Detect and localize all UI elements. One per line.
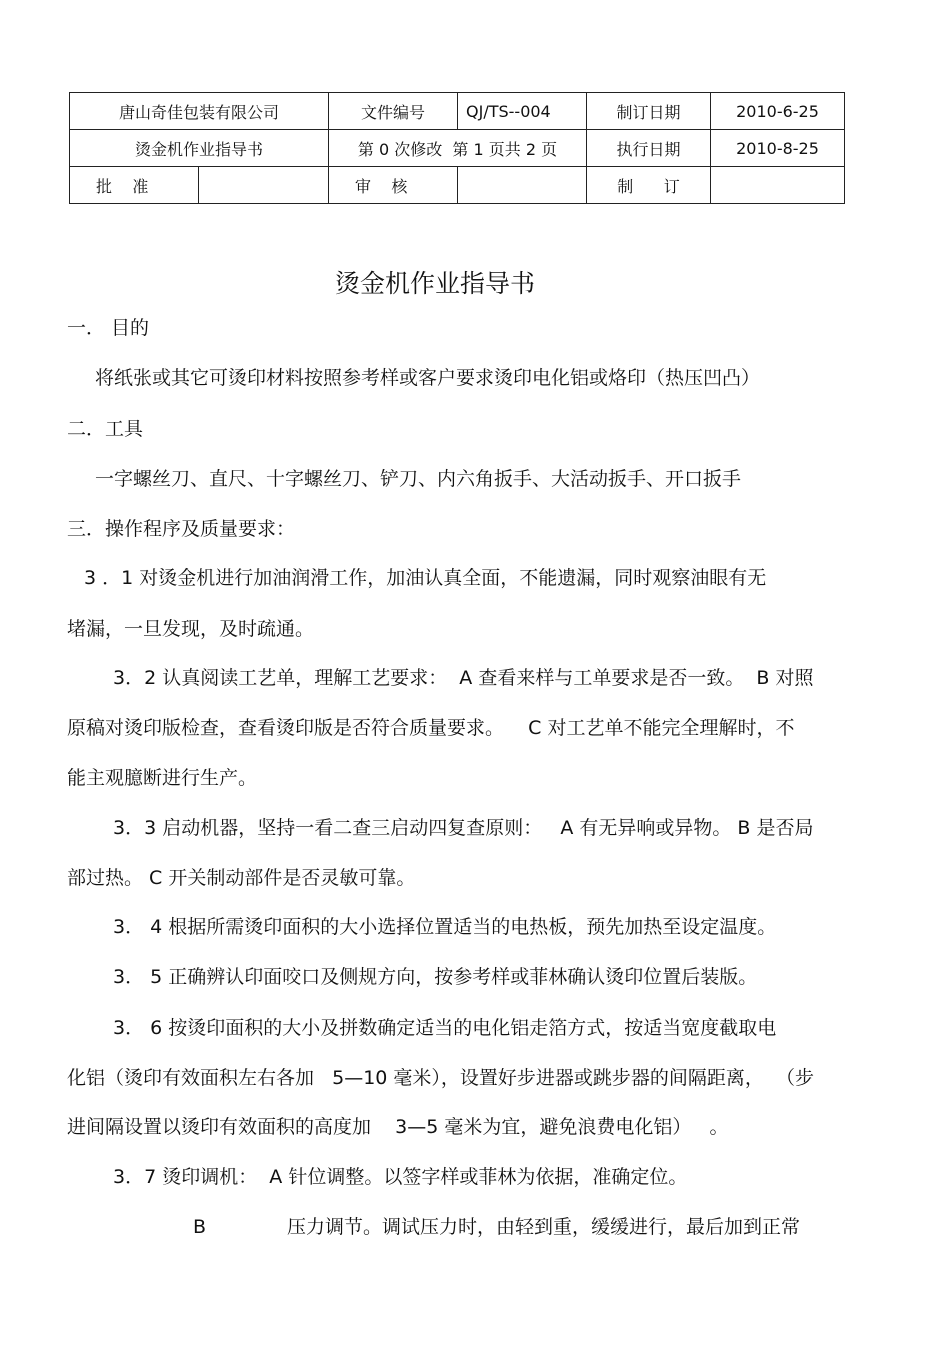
para-3-2-line-1: 3．2 认真阅读工艺单，理解工艺要求： A 查看来样与工单要求是否一致。 B 对照 xyxy=(113,667,814,689)
section-2-text: 一字螺丝刀、直尺、十字螺丝刀、铲刀、内六角扳手、大活动扳手、开口扳手 xyxy=(95,468,742,490)
draft-value xyxy=(711,167,845,204)
para-3-5: 3． 5 正确辨认印面咬口及侧规方向，按参考样或菲林确认烫印位置后装版。 xyxy=(113,966,758,988)
para-3-3-line-2: 部过热。 C 开关制动部件是否灵敏可靠。 xyxy=(67,867,416,889)
para-3-1-line-1: 3 ．1 对烫金机进行加油润滑工作，加油认真全面，不能遗漏，同时观察油眼有无 xyxy=(84,567,767,589)
para-3-2-line-2: 原稿对烫印版检查，查看烫印版是否符合质量要求。 C 对工艺单不能完全理解时，不 xyxy=(67,717,795,739)
para-3-7-line-1: 3．7 烫印调机： A 针位调整。以签字样或菲林为依据，准确定位。 xyxy=(113,1166,688,1188)
effective-date-label: 执行日期 xyxy=(587,130,711,167)
section-2-heading: 二．工具 xyxy=(67,418,144,440)
draft-label: 制 订 xyxy=(587,167,711,204)
approve-value xyxy=(199,167,329,204)
document-title: 烫金机作业指导书 xyxy=(334,269,535,298)
para-3-6-line-2: 化铝（烫印有效面积左右各加 5—10 毫米），设置好步进器或跳步器的间隔距离， （步 xyxy=(67,1067,815,1089)
file-no: QJ/TS--004 xyxy=(458,93,587,130)
review-value xyxy=(458,167,587,204)
section-1-heading: 一． 目的 xyxy=(67,317,150,339)
company-name: 唐山奇佳包装有限公司 xyxy=(70,93,329,130)
created-date: 2010-6-25 xyxy=(711,93,845,130)
para-3-6-line-1: 3． 6 按烫印面积的大小及拼数确定适当的电化铝走箔方式，按适当宽度截取电 xyxy=(113,1017,777,1039)
approve-label: 批 准 xyxy=(70,167,199,204)
para-3-6-line-3: 进间隔设置以烫印有效面积的高度加 3—5 毫米为宜，避免浪费电化铝） 。 xyxy=(67,1116,729,1138)
file-no-label: 文件编号 xyxy=(329,93,458,130)
revision-info: 第 0 次修改 第 1 页共 2 页 xyxy=(329,130,587,167)
section-1-text: 将纸张或其它可烫印材料按照参考样或客户要求烫印电化铝或烙印（热压凹凸） xyxy=(95,367,761,389)
effective-date: 2010-8-25 xyxy=(711,130,845,167)
document-name: 烫金机作业指导书 xyxy=(70,130,329,167)
para-3-2-line-3: 能主观臆断进行生产。 xyxy=(67,767,258,789)
created-date-label: 制订日期 xyxy=(587,93,711,130)
para-3-4: 3． 4 根据所需烫印面积的大小选择位置适当的电热板，预先加热至设定温度。 xyxy=(113,916,777,938)
section-3-heading: 三．操作程序及质量要求： xyxy=(67,518,296,540)
header-table xyxy=(69,92,845,204)
para-3-1-line-2: 堵漏，一旦发现，及时疏通。 xyxy=(67,618,315,640)
para-3-3-line-1: 3．3 启动机器，坚持一看二查三启动四复查原则： A 有无异响或异物。 B 是否局 xyxy=(113,817,814,839)
para-3-7-b-label: B xyxy=(193,1216,207,1238)
review-label: 审 核 xyxy=(329,167,458,204)
para-3-7-b-text: 压力调节。调试压力时，由轻到重，缓缓进行，最后加到正常 xyxy=(287,1216,801,1238)
